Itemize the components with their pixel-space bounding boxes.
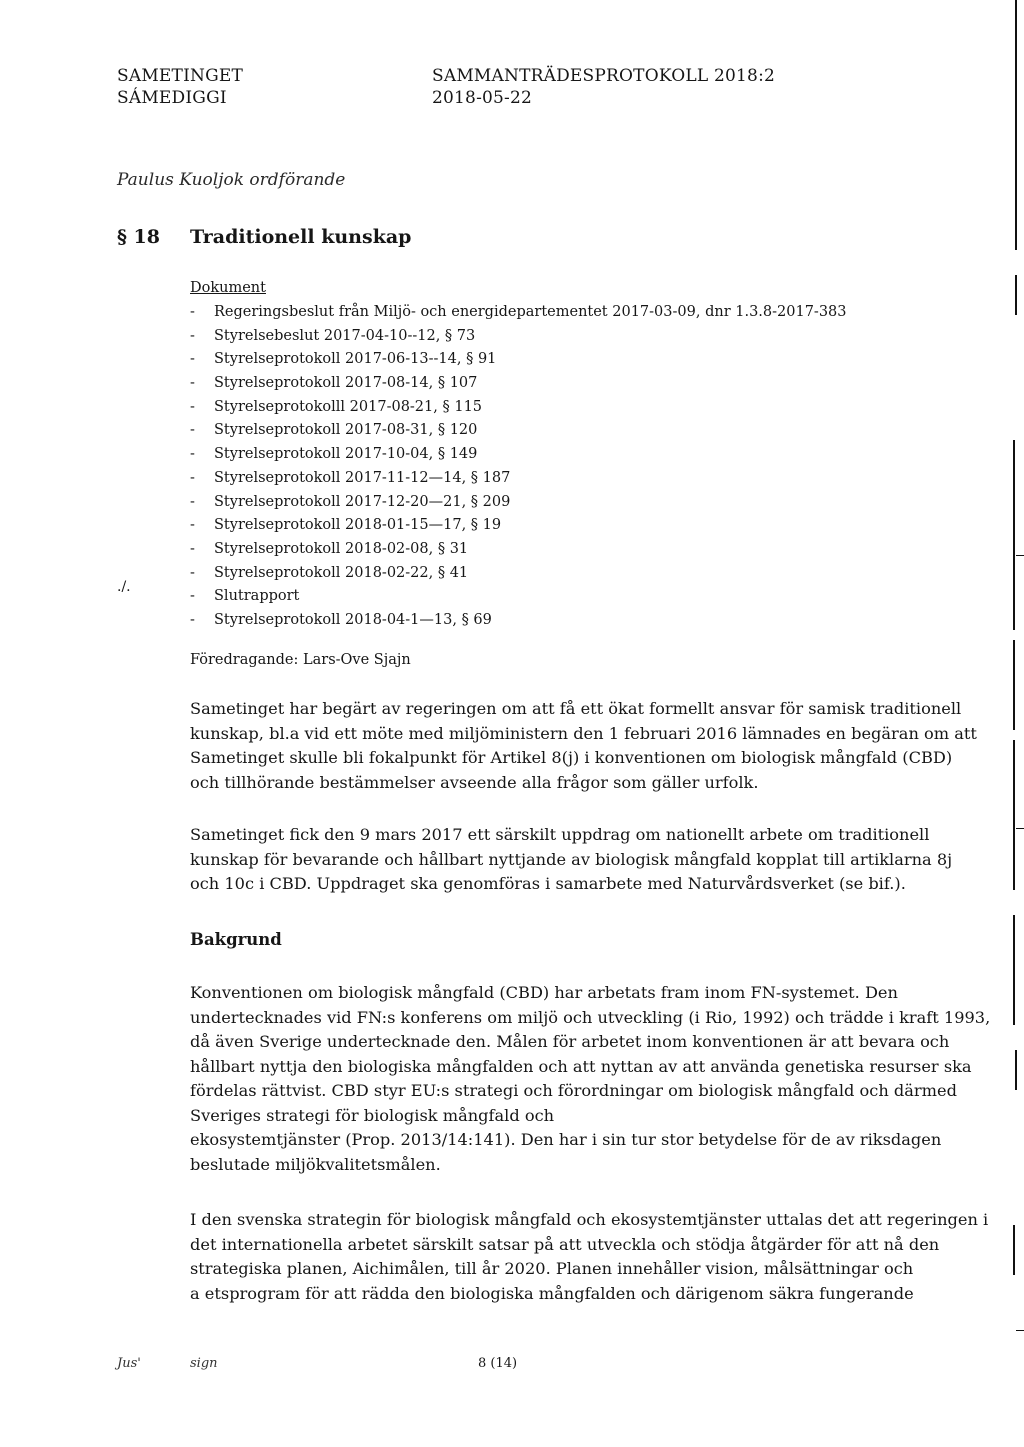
paragraph-strategy: I den svenska strategin för biologisk mångfald och ekosystemtjänster uttalas det att regeringen i det internationella arbetet särskilt satsar på att utveckla och stödja åtgärder för att nå den strategiska planen, Aichimålen, till år 2020. Planen innehåller vision, målsättningar och a etsprogram för att rädda den biologiska mångfalden och därigenom säkra fungerande — [190, 1210, 989, 1303]
scan-edge-line — [1013, 640, 1015, 730]
scan-edge-line — [1016, 1330, 1024, 1331]
scan-edge-line — [1013, 740, 1015, 890]
list-item: - Styrelseprotokoll 2018-02-08, § 31 — [190, 540, 469, 557]
section-title: Traditionell kunskap — [190, 226, 412, 248]
chair-name: Paulus Kuoljok ordförande — [117, 170, 346, 190]
list-item: - Styrelseprotokoll 2017-11-12—14, § 187 — [190, 469, 511, 486]
list-item: - Styrelseprotokoll 2018-02-22, § 41 — [190, 564, 469, 581]
scan-edge-line — [1015, 275, 1017, 315]
list-item: - Styrelseprotokoll 2017-08-31, § 120 — [190, 422, 478, 439]
scan-edge-line — [1013, 915, 1015, 1025]
list-item: - Regeringsbeslut från Miljö- och energidepartementet 2017-03-09, dnr 1.3.8-2017-383 — [190, 304, 847, 320]
list-item: - Styrelseprotokoll 2017-12-20—21, § 209 — [190, 493, 511, 510]
scan-edge-line — [1016, 828, 1024, 829]
document-date: 2018-05-22 — [432, 88, 533, 108]
list-item: - Styrelseprotokoll 2017-08-14, § 107 — [190, 375, 478, 392]
org-name-sami: SÁMEDIGGI — [117, 88, 227, 108]
signature-label: sign — [190, 1356, 218, 1371]
page-number: 8 (14) — [478, 1356, 518, 1371]
paragraph-background: Konventionen om biologisk mångfald (CBD) har arbetats fram inom FN-systemet. Den undertecknades vid FN:s konferens om miljö och utveckling (i Rio, 1992) och trädde i kraft 1993, då även Sverige undertecknade den. Målen för arbetet inom konventionen är att bevara och hållbart nyttja den biologiska mångfalden och att nyttan av att använda genetiska resurser ska fördelas rättvist. CBD styr EU:s strategi och förordningar om biologisk mångfald och därmed Sveriges strategi för biologisk mångfald och ekosystemtjänster (Prop. 2013/14:141). Den har i sin tur stor betydelse för de av riksdagen beslutade miljökvalitetsmålen. — [190, 983, 991, 1174]
documents-list — [190, 302, 847, 634]
section-number: § 18 — [117, 226, 160, 248]
justering-label: Jus' — [117, 1356, 141, 1371]
scan-edge-line — [1013, 1225, 1015, 1275]
documents-label: Dokument — [190, 280, 266, 296]
list-item: - Styrelseprotokoll 2017-10-04, § 149 — [190, 446, 478, 463]
paragraph-request: Sametinget har begärt av regeringen om att få ett ökat formellt ansvar för samisk traditionell kunskap, bl.a vid ett möte med miljöministern den 1 februari 2016 lämnades en begäran om att Sametinget skulle bli fokalpunkt för Artikel 8(j) i konventionen om biologisk mångfald (CBD) och tillhörande bestämmelser avseende alla frågor som gäller urfolk. — [190, 699, 977, 792]
list-item: - Styrelseprotokoll 2018-04-1—13, § 69 — [190, 611, 492, 628]
list-item: - Styrelseprotokoll 2018-01-15—17, § 19 — [190, 517, 502, 534]
list-item: - Styrelsebeslut 2017-04-10--12, § 73 — [190, 327, 476, 344]
scan-edge-line — [1015, 0, 1017, 250]
scan-edge-line — [1016, 555, 1024, 556]
background-heading: Bakgrund — [190, 930, 282, 949]
list-item: - Styrelseprotokoll 2017-06-13--14, § 91 — [190, 351, 497, 368]
document-title: SAMMANTRÄDESPROTOKOLL 2018:2 — [432, 66, 776, 86]
continuation-mark: ./. — [117, 579, 131, 595]
paragraph-assignment: Sametinget fick den 9 mars 2017 ett särskilt uppdrag om nationellt arbete om traditionell kunskap för bevarande och hållbart nyttjande av biologisk mångfald kopplat till artiklarna 8j och 10c i CBD. Uppdraget ska genomföras i samarbete med Naturvårdsverket (se bif.). — [190, 825, 953, 893]
scan-edge-line — [1013, 440, 1015, 630]
list-item: - Slutrapport — [190, 588, 300, 605]
org-name: SAMETINGET — [117, 66, 243, 86]
presenter: Föredragande: Lars-Ove Sjajn — [190, 652, 411, 668]
list-item: - Styrelseprotokolll 2017-08-21, § 115 — [190, 398, 483, 415]
scan-edge-line — [1015, 1050, 1017, 1090]
